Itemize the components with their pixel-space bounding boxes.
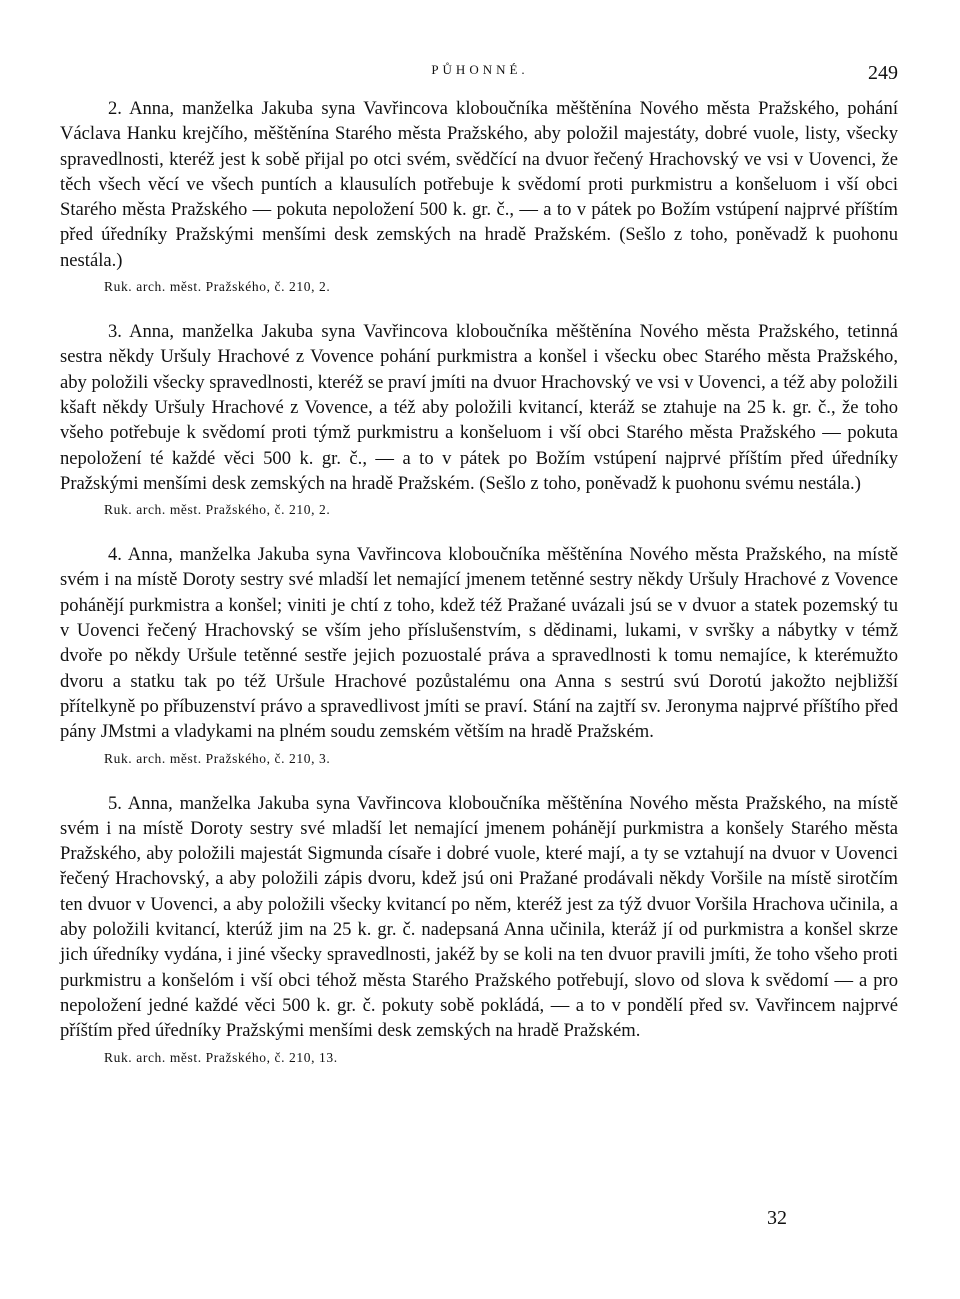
entry-2 (60, 96, 898, 295)
running-title: PŮHONNÉ. (431, 62, 529, 77)
entry-text: 2. Anna, manželka Jakuba syna Vavřincova kloboučníka měštěnína Nového města Pražského, pohání Václava Hanku krejčího, měštěnína Starého města Pražského, aby položil majestáty, dobré vuole, listy, všecky spravedlnosti, kteréž jest k sobě přijal po otci svém, svědčící na dvuor řečený Hrachovský ve vsi v Uovenci, že těch všech věcí ve všech puntích a klausulích potřebuje k svědomí proti purkmistru a konšeluom i vší obci Starého města Pražského — pokuta nepoložení 500 k. gr. č., — a to v pátek po Božím vstúpení najprvé příštím před úředníky Pražskými menšími desk zemských na hradě Pražském. (Sešlo z toho, poněvadž k puohonu nestála.) (60, 98, 898, 271)
entry-text: 3. Anna, manželka Jakuba syna Vavřincova kloboučníka měštěnína Nového města Pražského, tetinná sestra někdy Uršuly Hrachové z Vovence pohání purkmistra a konšel i všecku obec Starého města Pražského, aby položili všecky spravedlnosti, kteréž se praví jmíti na dvuor Hrachovský ve vsi v Uovenci, a též aby položili kšaft někdy Uršuly Hrachové z Vovence, a též aby položili kvitancí, kteráž se ztahuje na 25 k. gr. č., že toho všeho potřebuje k svědomí proti týmž purkmistru a konšeluom i vší obci Starého města Pražského — pokuta nepoložení té každé věci 500 k. gr. č., — a to v pátek po Božím vstúpení najprvé příštím před úředníky Pražskými menšími desk zemských na hradě Pražském. (Sešlo z toho, poněvadž k puohonu svému nestála.) (60, 321, 898, 494)
entry-5 (60, 791, 898, 1066)
entry-text: 4. Anna, manželka Jakuba syna Vavřincova kloboučníka měštěnína Nového města Pražského, na místě svém i na místě Doroty sestry své mladší let nemající jmenem tetěnné sestry někdy Uršuly Hrachové z Vovence pohánějí purkmistra a konšel; viniti je chtí z toho, kdež též Pražané uvázali jsú se v dvuor a statek pozemský tu v Uovenci řečený Hrachovský se vším jeho příslušenstvím, s dědinami, lukami, v svršky a nábytky v témž dvoře po někdy Uršule tetěnné sestře jejich pozuostalé práva a spravedlnosti k tomu nemajíce, k kterémužto dvoru a statku tak po též Uršule Hrachové pozůstalému ona Anna s sestrú svú Dorotú jakožto nejbližší přítelkyně po příbuzenství právo a spravedlivost jmíti se praví. Stání na zajtří sv. Jeronyma najprvé příštího před pány JMstmi a vladykami na plném soudu zemském větším na hradě Pražském. (60, 544, 898, 743)
source-reference: Ruk. arch. měst. Pražského, č. 210, 2. (104, 279, 331, 295)
entry-3 (60, 319, 898, 518)
source-reference: Ruk. arch. měst. Pražského, č. 210, 2. (104, 502, 331, 518)
document-body (60, 96, 898, 1090)
signature-mark: 32 (767, 1207, 787, 1229)
entry-4 (60, 542, 898, 766)
source-reference: Ruk. arch. měst. Pražského, č. 210, 3. (104, 750, 331, 766)
source-reference: Ruk. arch. měst. Pražského, č. 210, 13. (104, 1049, 338, 1065)
page-number: 249 (868, 62, 898, 84)
entry-text: 5. Anna, manželka Jakuba syna Vavřincova kloboučníka měštěnína Nového města Pražského, na místě svém i na místě Doroty sestry své mladší let nemající jmenem pohánějí purkmistra a konšely Starého města Pražského, aby položili majestát Sigmunda císaře i dobré vuole, které mají, a ty se vztahují na dvuor v Uovenci řečený Hrachovský, a aby položili zápis dvoru, kdež jsú oni Pražané prodávali někdy Voršile na místě sirotčím ten dvuor v Uovenci, a aby položili všecky kvitancí po něm, kteréž jest za týž dvuor Voršila Hrachova učinila, a aby položili kvitancí, kterúž jim na 25 k. gr. č. nadepsaná Anna učinila, kteráž jí od purkmistra a konšel skrze jich úředníky vydána, i jiné všecky spravedlnosti, jakéž by se koli na ten dvuor pravili jmíti, že toho všeho proti purkmistru a konšelóm i vší obci téhož města Starého Pražského potřebují, slovo od slova k svědomí — a pro nepoložení jedné každé věci 500 k. gr. č. pokuty sobě pokládá, — a to v pondělí před sv. Vavřincem najprvé příštím před úředníky Pražskými menšími desk zemských na hradě Pražském. (60, 792, 898, 1042)
